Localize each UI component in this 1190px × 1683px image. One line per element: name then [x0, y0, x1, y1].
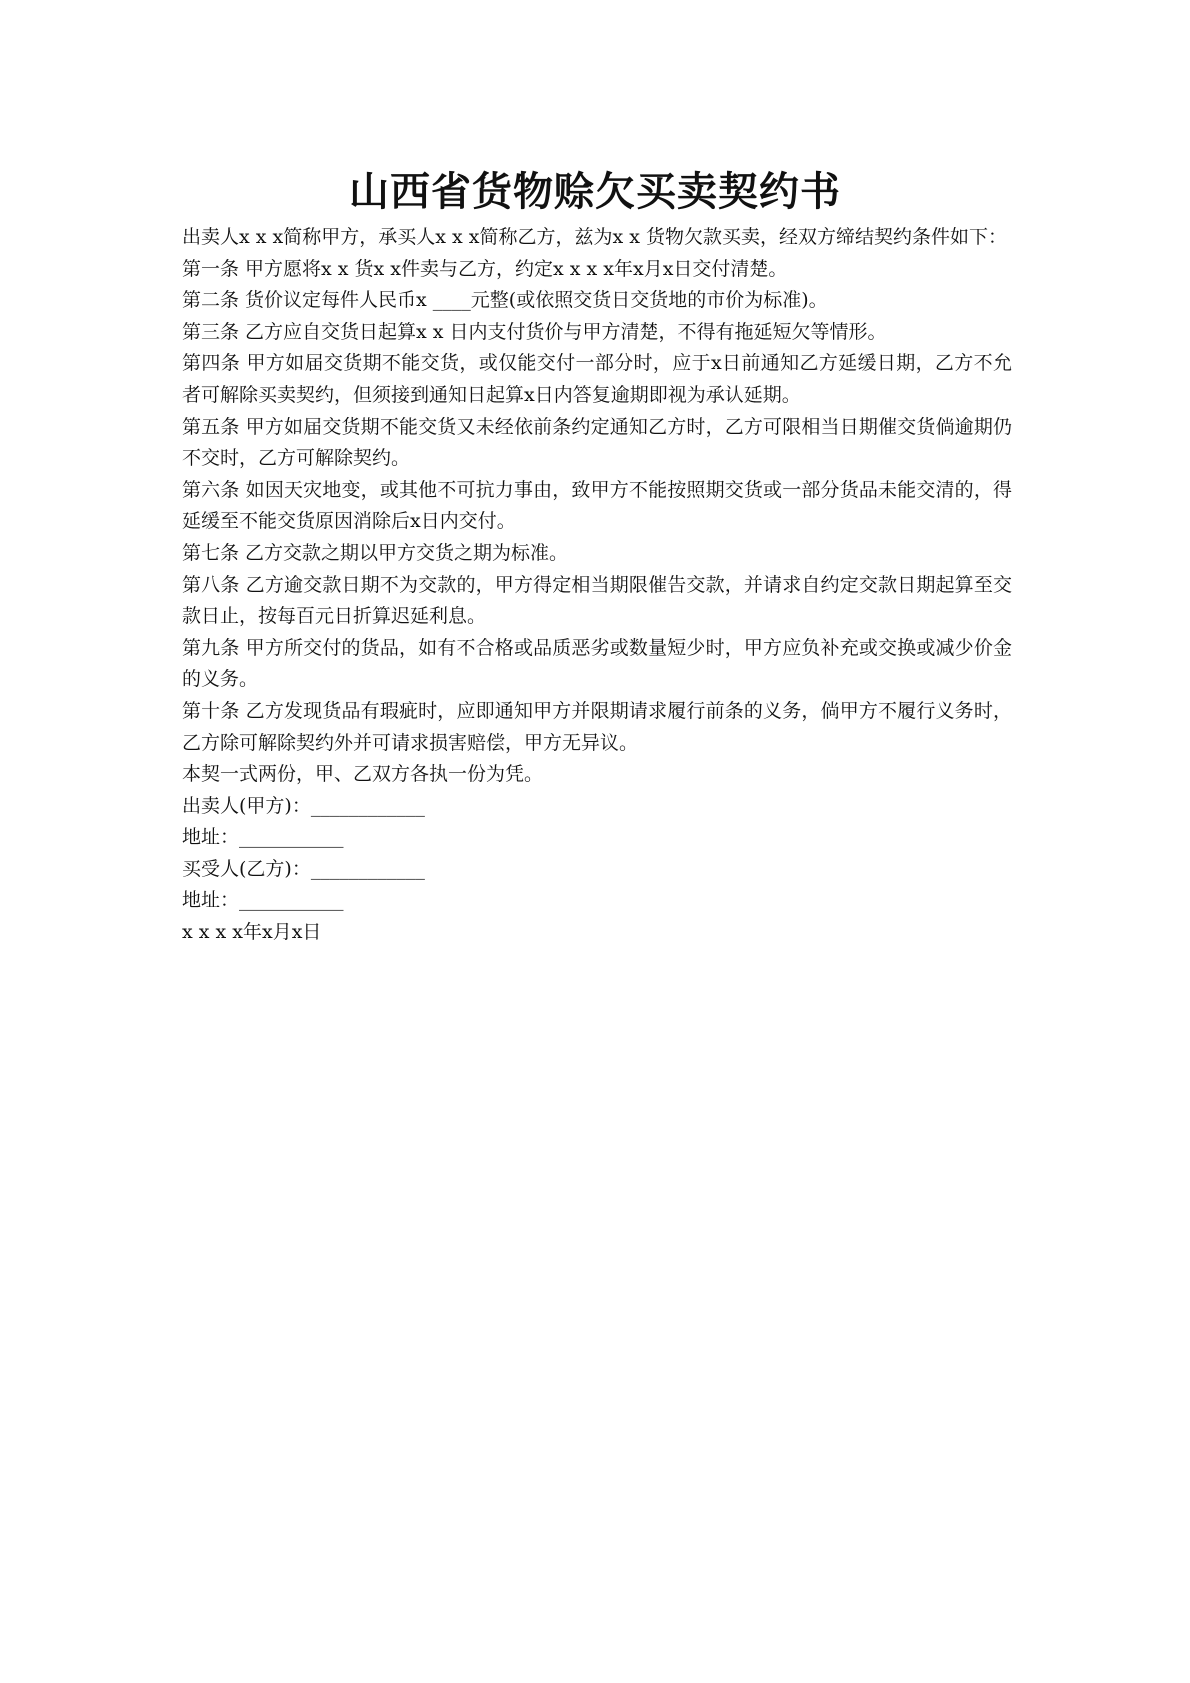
paragraph-article-7: 第七条 乙方交款之期以甲方交货之期为标准。 [182, 541, 569, 564]
date-line: x x x x年x月x日 [182, 921, 322, 944]
paragraph-article-6: 第六条 如因天灾地变，或其他不可抗力事由，致甲方不能按照期交货或一部分货品未能交清的，得延缓至不能交货原因消除后x日内交付。 [182, 478, 1012, 533]
paragraph-article-10: 第十条 乙方发现货品有瑕疵时，应即通知甲方并限期请求履行前条的义务，倘甲方不履行义务时，乙方除可解除契约外并可请求损害赔偿，甲方无异议。 [182, 699, 1012, 754]
buyer-signature-line: 买受人(乙方)：____________ [182, 857, 425, 880]
paragraph-article-1: 第一条 甲方愿将x x 货x x件卖与乙方，约定x x x x年x月x日交付清楚。 [182, 257, 788, 280]
paragraph-article-8: 第八条 乙方逾交款日期不为交款的，甲方得定相当期限催告交款，并请求自约定交款日期起算至交款日止，按每百元日折算迟延利息。 [182, 573, 1012, 628]
paragraph-copies: 本契一式两份，甲、乙双方各执一份为凭。 [182, 763, 544, 786]
buyer-address-line: 地址：___________ [182, 889, 344, 912]
paragraph-article-3: 第三条 乙方应自交货日起算x x 日内支付货价与甲方清楚，不得有拖延短欠等情形。 [182, 320, 887, 343]
paragraph-article-4: 第四条 甲方如届交货期不能交货，或仅能交付一部分时，应于x日前通知乙方延缓日期，乙方不允者可解除买卖契约，但须接到通知日起算x日内答复逾期即视为承认延期。 [182, 352, 1012, 406]
document-title: 山西省货物赊欠买卖契约书 [349, 169, 841, 215]
seller-signature-line: 出卖人(甲方)：____________ [182, 794, 425, 817]
paragraph-article-2: 第二条 货价议定每件人民币x ____元整(或依照交货日交货地的市价为标准)。 [182, 289, 828, 312]
document-body [182, 222, 1012, 949]
paragraph-intro: 出卖人x x x简称甲方，承买人x x x简称乙方，兹为x x 货物欠款买卖，经双方缔结契约条件如下： [182, 226, 1007, 248]
seller-address-line: 地址：___________ [182, 826, 344, 849]
paragraph-article-5: 第五条 甲方如届交货期不能交货又未经依前条约定通知乙方时，乙方可限相当日期催交货倘逾期仍不交时，乙方可解除契约。 [182, 415, 1012, 470]
paragraph-article-9: 第九条 甲方所交付的货品，如有不合格或品质恶劣或数量短少时，甲方应负补充或交换或减少价金的义务。 [182, 636, 1012, 691]
